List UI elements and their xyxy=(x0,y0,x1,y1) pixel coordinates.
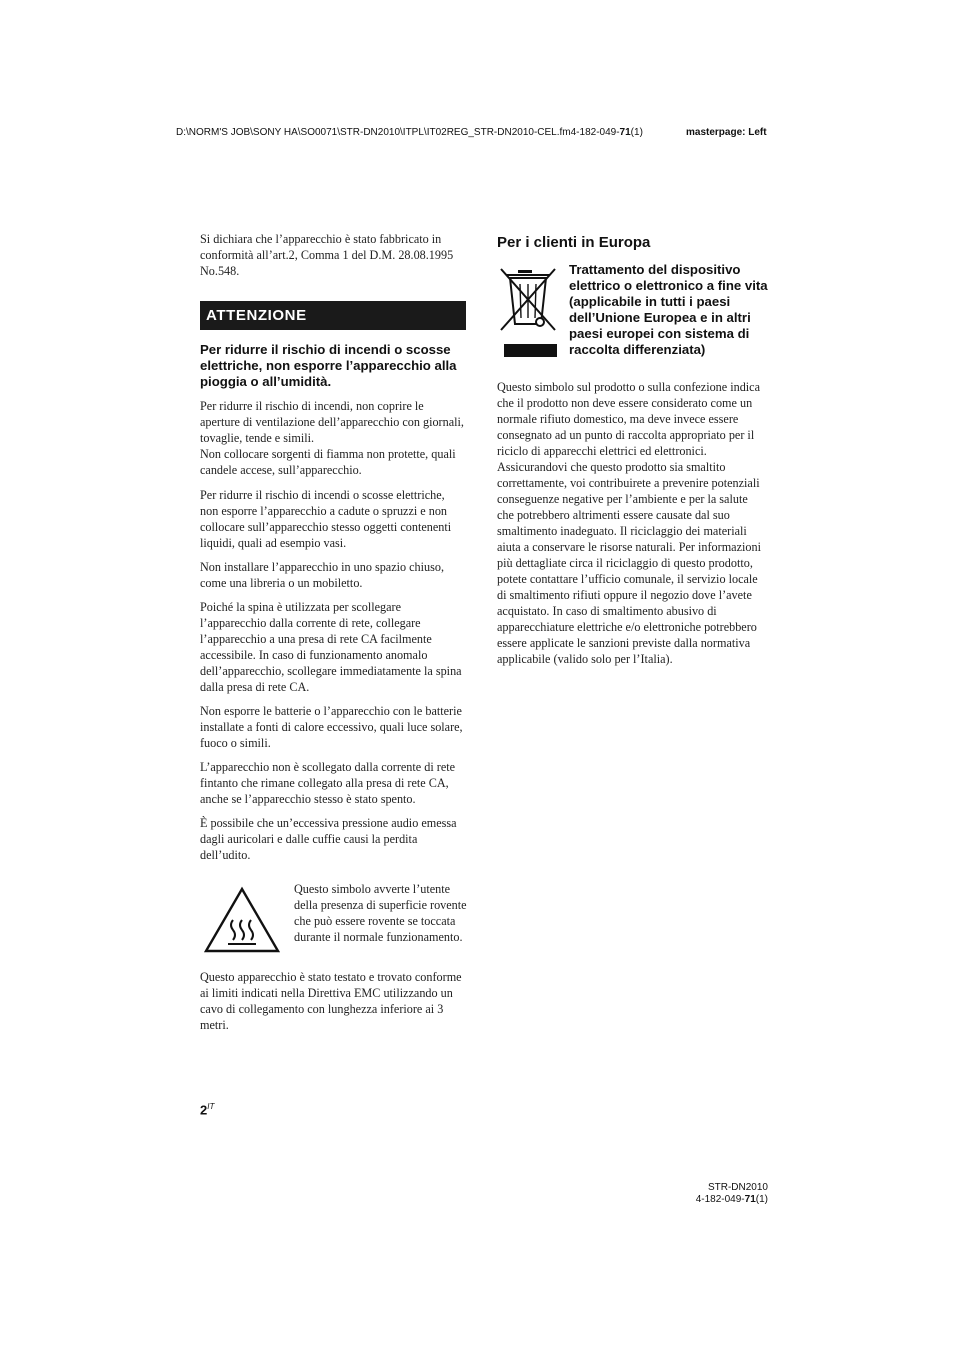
model-footer xyxy=(696,1182,768,1206)
battery-paragraph: Non esporre le batterie o l’apparecchio con le batterie installate a fonti di calore eccessivo, quali luce solare, fuoco o simili. xyxy=(200,704,463,750)
page-number-lang: IT xyxy=(207,1102,215,1111)
file-path-header xyxy=(176,127,666,139)
page-number-value: 2 xyxy=(200,1102,208,1118)
hearing-paragraph: È possibile che un’eccessiva pressione audio emessa dagli auricolari e dalle cuffie causi la perdita dell’udito. xyxy=(200,816,457,862)
page-number xyxy=(200,1102,214,1117)
path-bold: 71 xyxy=(619,127,631,138)
hot-surface-paragraph: Questo simbolo avverte l’utente della presenza di superficie rovente che può essere rovente se toccata durante il normale funzionamento. xyxy=(294,882,467,944)
plug-paragraph: Poiché la spina è utilizzata per scollegare l’apparecchio dalla corrente di rete, collegare l’apparecchio a una presa di rete CA facilmente accessibile. In caso di funzionamento anomalo dell’apparecchio, scollegare immediatamente la spina dalla presa di rete CA. xyxy=(200,600,462,694)
model-code xyxy=(696,1194,768,1206)
path-suffix: (1) xyxy=(630,127,643,138)
ventilation-paragraph: Per ridurre il rischio di incendi, non coprire le aperture di ventilazione dell’apparecchio con giornali, tovaglie, tende e simili. xyxy=(200,399,464,445)
masterpage-label: masterpage: Left xyxy=(686,127,767,138)
mains-paragraph: L’apparecchio non è scollegato dalla corrente di rete fintanto che rimane collegato alla presa di rete CA, anche se l’apparecchio stesso è stato spento. xyxy=(200,760,456,806)
weee-body-paragraph: Questo simbolo sul prodotto o sulla confezione indica che il prodotto non deve essere considerato come un normale rifiuto domestico, ma deve invece essere consegnato ad un punto di raccolta appropriato per il riciclo di apparecchi elettrici ed elettronici. Assicurandovi che questo prodotto sia smaltito correttamente, voi contribuirete a prevenire potenziali conseguenze negative per l’ambiente e per la salute che potrebbero altrimenti essere causate dal suo smaltimento inadeguato. Il riciclaggio dei materiali aiuta a conservare le risorse naturali. Per informazioni più dettagliate circa il riciclaggio di questo prodotto, potete contattare l’ufficio comunale, il servizio locale di smaltimento rifiuti oppure il negozio dove l’avete acquistato. In caso di smaltimento abusivo di apparecchiature elettriche e/o elettroniche potrebbero essere applicate le sanzioni previste dalla normativa applicabile (valido solo per l’Italia). xyxy=(497,380,761,666)
flame-paragraph: Non collocare sorgenti di fiamma non protette, quali candele accese, sull’apparecchio. xyxy=(200,447,456,477)
path-prefix: D:\NORM'S JOB\SONY HA\SO0071\STR-DN2010\ITPL\IT02REG_STR-DN2010-CEL.fm4-182-049- xyxy=(176,127,620,138)
weee-heading: Trattamento del dispositivo elettrico o elettronico a fine vita (applicabile in tutti i paesi dell’Unione Europea e in altri paesi europei con sistema di raccolta differenziata) xyxy=(569,262,768,357)
attention-banner-label: ATTENZIONE xyxy=(206,307,307,324)
code-suffix: (1) xyxy=(755,1194,768,1205)
model-name: STR-DN2010 xyxy=(707,1182,768,1193)
code-bold: 71 xyxy=(744,1194,756,1205)
crossed-out-wheelie-bin-icon xyxy=(500,266,557,358)
emc-paragraph: Questo apparecchio è stato testato e trovato conforme ai limiti indicati nella Direttiva EMC utilizzando un cavo di collegamento con lunghezza inferiore ai 3 metri. xyxy=(200,970,462,1032)
attention-banner xyxy=(200,301,466,330)
hot-surface-warning-icon xyxy=(203,886,281,954)
europe-section-title: Per i clienti in Europa xyxy=(497,234,651,251)
enclosure-paragraph: Non installare l’apparecchio in uno spazio chiuso, come una libreria o un mobiletto. xyxy=(200,560,445,590)
code-prefix: 4-182-049- xyxy=(695,1194,745,1205)
splash-paragraph: Per ridurre il rischio di incendi o scosse elettriche, non esporre l’apparecchio a cadute o spruzzi e non collocare sull’apparecchio stesso oggetti contenenti liquidi, quali ad esempio vasi. xyxy=(200,488,452,550)
declaration-paragraph: Si dichiara che l’apparecchio è stato fabbricato in conformità all’art.2, Comma 1 del D.M. 28.08.1995 No.548. xyxy=(200,232,454,278)
warning-heading: Per ridurre il rischio di incendi o scosse elettriche, non esporre l’apparecchio alla pioggia o all’umidità. xyxy=(200,342,457,389)
